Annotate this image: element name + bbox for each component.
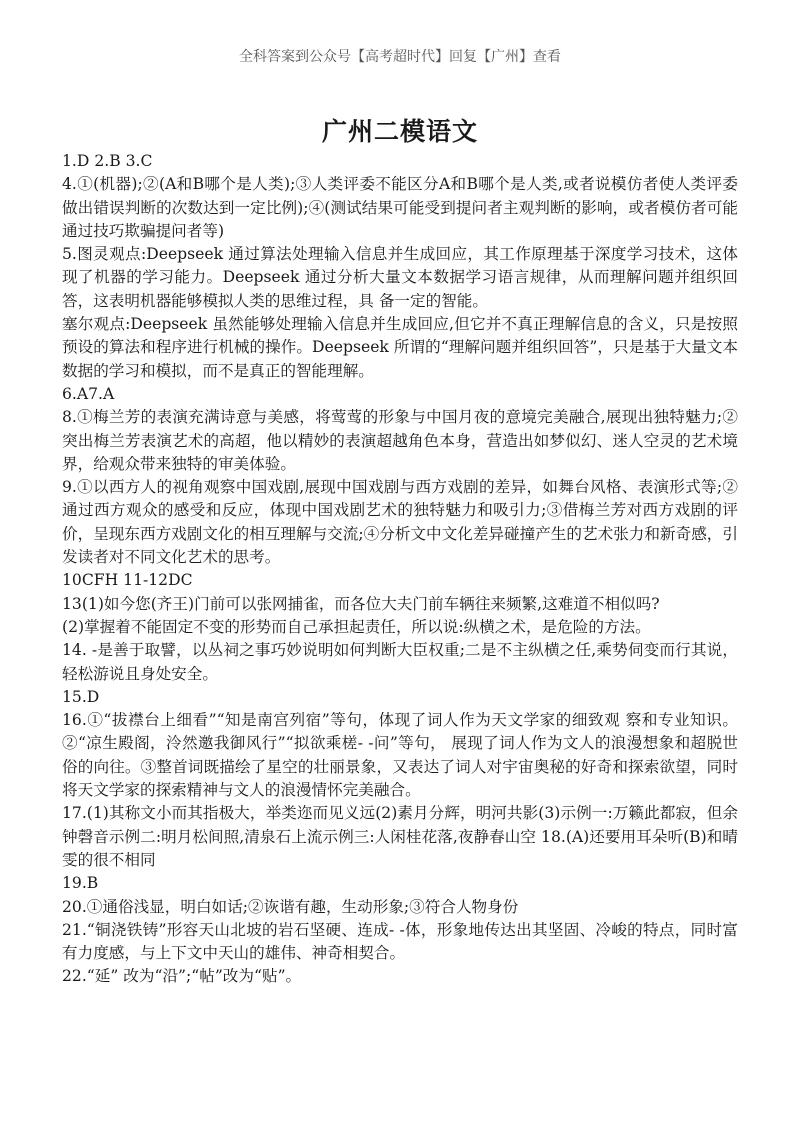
answer-15: 15.D [62,687,100,706]
answer-13-1: 13(1)如今您(齐王)门前可以张网捕雀，而各位大夫门前车辆往来频繁,这难道不相似吗? [62,594,660,613]
answer-16: 16.①“拔襟台上细看”“知是南宫列宿”等句，体现了词人作为天文学家的细致观 察和专业知识。②“凉生殿阁，泠然邀我御风行”“拟欲乘槎- -问”等句， 展现了词人作为文人的浪漫想象和超脱世俗的向往。③整首词既描绘了星空的壮丽景象，又表达了词人对宇宙奥秘的好奇和探索欲望，同时将天文学家的探索精神与文人的浪漫情怀完美融合。 [62,711,738,800]
answer-5-searle: 塞尔观点:Deepseek 虽然能够处理输入信息并生成回应,但它并不真正理解信息的含义，只是按照预设的算法和程序进行机械的操作。Deepseek 所谓的“理解问题并组织回答”，只是基于大量文本数据的学习和模拟，而不是真正的智能理解。 [62,315,738,380]
answer-4: 4.①(机器);②(A和B哪个是人类);③人类评委不能区分A和B哪个是人类,或者说模仿者使人类评委做出错误判断的次数达到一定比例);④(测试结果可能受到提问者主观判断的影响，或者模仿者可能通过技巧欺骗提问者等) [62,175,738,240]
answer-21: 21.“铜浇铁铸”形容天山北坡的岩石坚硬、连成- -体，形象地传达出其坚固、冷峻的特点，同时富有力度感，与上下文中天山的雄伟、神奇相契合。 [62,920,738,963]
answer-19: 19.B [62,874,99,893]
answer-22: 22.“延” 改为“沿”;“帖”改为“贴”。 [62,967,302,986]
answer-17-18: 17.(1)其称文小而其指极大，举类迩而见义远(2)素月分辉，明河共影(3)示例一:万籁此都寂，但余钟磬音示例二:明月松间照,清泉石上流示例三:人闲桂花落,夜静春山空 18.(A)还要用耳朵听(B)和晴雯的很不相同 [62,804,738,869]
answer-9: 9.①以西方人的视角观察中国戏剧,展现中国戏剧与西方戏剧的差异，如舞台风格、表演形式等;②通过西方观众的感受和反应，体现中国戏剧艺术的独特魅力和吸引力;③借梅兰芳对西方戏剧的评价，呈现东西方戏剧文化的相互理解与交流;④分析文中文化差异碰撞产生的艺术张力和新奇感，引发读者对不同文化艺术的思考。 [62,478,738,567]
answer-6-7: 6.A7.A [62,384,115,403]
answer-13-2: (2)掌握着不能固定不变的形势而自己承担起责任，所以说:纵横之术，是危险的方法。 [62,617,651,636]
answer-1-3: 1.D 2.B 3.C [62,152,153,170]
answer-list [62,150,738,989]
answer-14: 14. -是善于取譬，以丛祠之事巧妙说明如何判断大臣权重;二是不主纵横之任,乘势伺变而行其说，轻松游说且身处安全。 [62,641,738,683]
page-header-notice: 全科答案到公众号【高考超时代】回复【广州】查看 [239,49,561,65]
answer-20: 20.①通俗浅显，明白如话;②诙谐有趣，生动形象;③符合人物身份 [62,897,519,916]
answer-10-12: 10CFH 11-12DC [62,571,193,590]
answer-8: 8.①梅兰芳的表演充满诗意与美感，将莺莺的形象与中国月夜的意境完美融合,展现出独特魅力;②突出梅兰芳表演艺术的高超，他以精妙的表演超越角色本身，营造出如梦似幻、迷人空灵的艺术境界，给观众带来独特的审美体验。 [62,408,738,473]
answer-5-turing: 5.图灵观点:Deepseek 通过算法处理输入信息并生成回应，其工作原理基于深度学习技术，这体现了机器的学习能力。Deepseek 通过分析大量文本数据学习语言规律，从而理解问题并组织回答，这表明机器能够模拟人类的思维过程，具 备一定的智能。 [62,245,738,310]
page-title: 广州二模语文 [321,117,478,146]
